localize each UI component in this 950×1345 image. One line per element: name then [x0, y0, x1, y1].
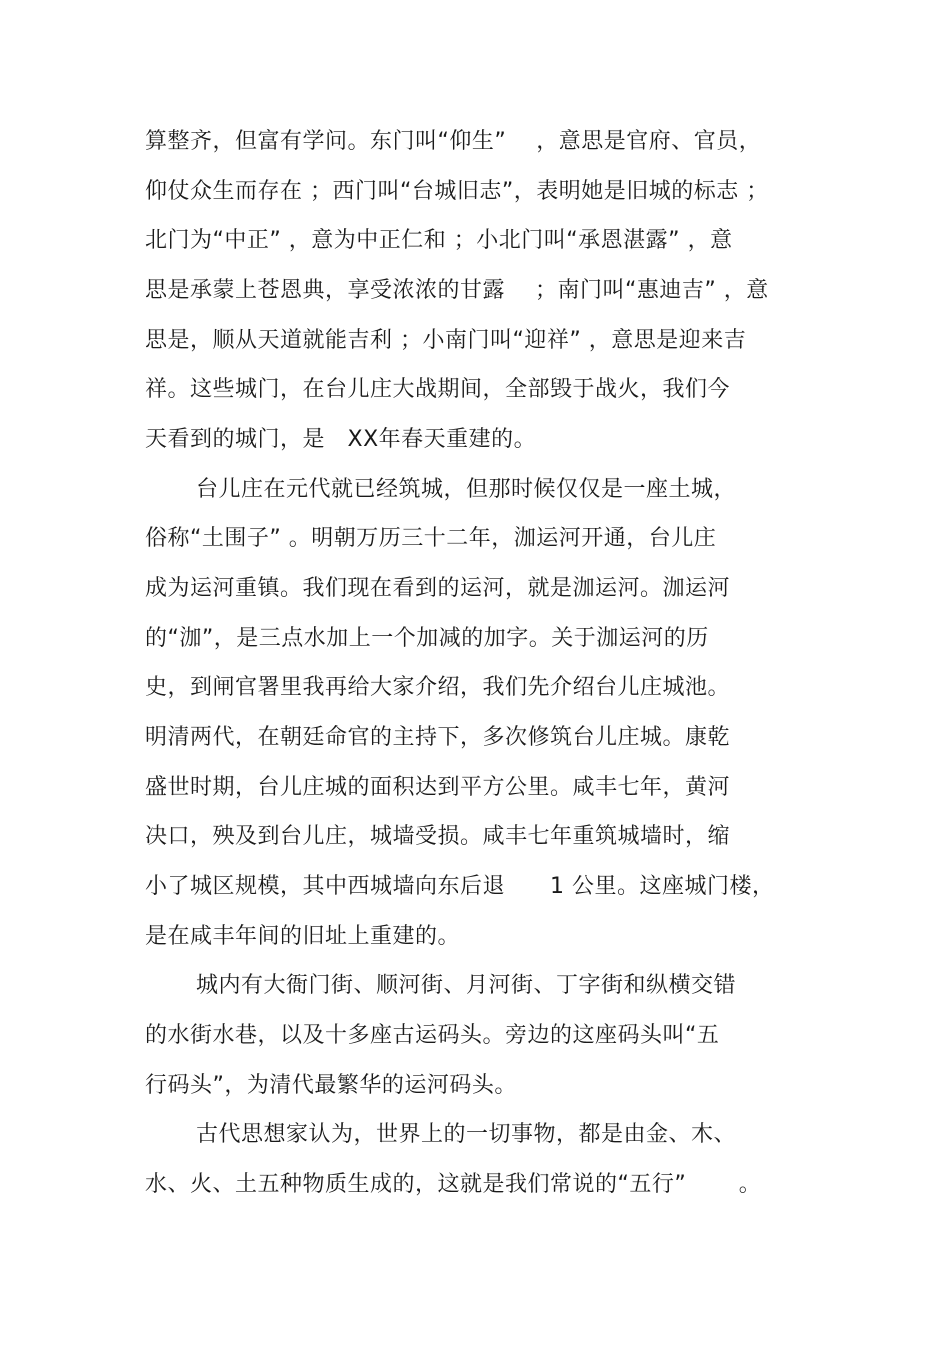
text-line: 北门为“中正” ，意为中正仁和 ；小北门叫“承恩湛露” ，意: [145, 228, 733, 253]
text-line: 是在咸丰年间的旧址上重建的。: [145, 924, 461, 949]
text-line: 思是，顺从天道就能吉利 ；小南门叫“迎祥” ，意思是迎来吉: [145, 328, 747, 353]
text-line: 思是承蒙上苍恩典，享受浓浓的甘露 ；南门叫“惠迪吉” ，意: [145, 278, 769, 303]
text-line: 俗称“土围子” 。明朝万历三十二年，泇运河开通，台儿庄: [145, 526, 717, 551]
text-line: 决口，殃及到台儿庄，城墙受损。咸丰七年重筑城墙时，缩: [145, 824, 731, 849]
paragraph-first-line: 城内有大衙门街、顺河街、月河街、丁字街和纵横交错: [196, 973, 737, 998]
text-line: 祥。这些城门，在台儿庄大战期间，全部毁于战火，我们今: [145, 377, 731, 402]
text-line: 明清两代，在朝廷命官的主持下，多次修筑台儿庄城。康乾: [145, 725, 731, 750]
text-line: 的水街水巷，以及十多座古运码头。旁边的这座码头叫“五: [145, 1023, 720, 1048]
text-line: 盛世时期，台儿庄城的面积达到平方公里。咸丰七年，黄河: [145, 775, 731, 800]
text-line: 的“泇”，是三点水加上一个加减的加字。关于泇运河的历: [145, 626, 709, 651]
paragraph-first-line: 台儿庄在元代就已经筑城，但那时候仅仅是一座土城，: [196, 477, 737, 502]
paragraph-first-line: 古代思想家认为，世界上的一切事物，都是由金、木、: [196, 1122, 737, 1147]
text-line: 仰仗众生而存在 ；西门叫“台城旧志”，表明她是旧城的标志 ；: [145, 179, 769, 204]
text-line: 行码头”，为清代最繁华的运河码头。: [145, 1073, 517, 1098]
text-line: 算整齐，但富有学问。东门叫“仰生” ，意思是官府、官员，: [145, 129, 762, 154]
text-line: 小了城区规模，其中西城墙向东后退 1 公里。这座城门楼，: [145, 874, 775, 899]
text-line: 天看到的城门，是 XX年春天重建的。: [145, 427, 537, 452]
text-line: 史，到闸官署里我再给大家介绍，我们先介绍台儿庄城池。: [145, 675, 731, 700]
text-line: 水、火、土五种物质生成的，这就是我们常说的“五行” 。: [145, 1172, 762, 1197]
text-line: 成为运河重镇。我们现在看到的运河，就是泇运河。泇运河: [145, 576, 731, 601]
